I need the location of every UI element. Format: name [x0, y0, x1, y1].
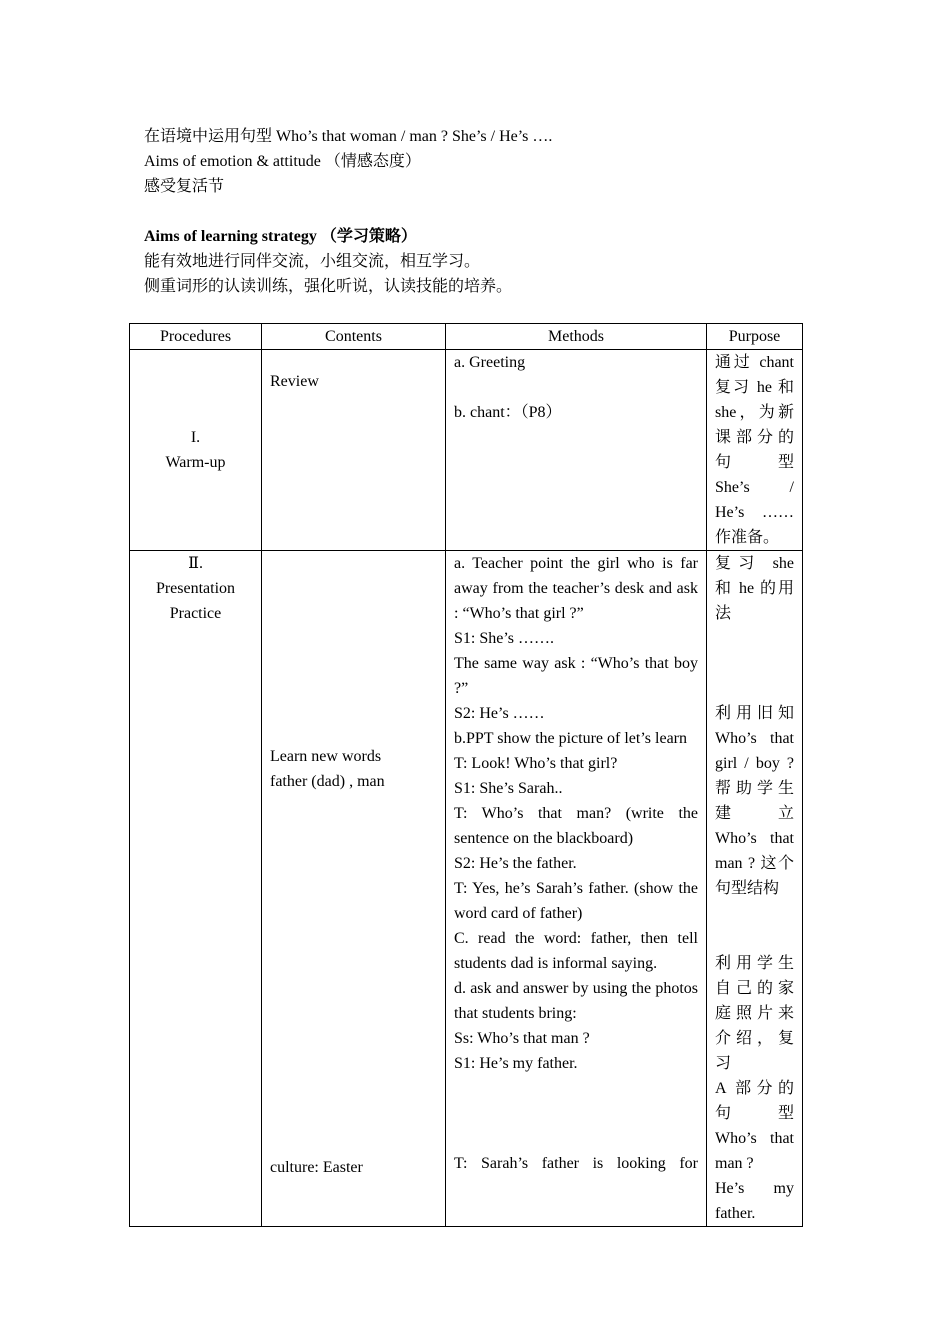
- method-line: T: Sarah’s father is looking for: [454, 1155, 698, 1172]
- purpose-line: 句型结构: [715, 880, 780, 897]
- purpose-line: 建 立: [715, 805, 794, 822]
- purpose-line: man ? 这个: [715, 855, 794, 872]
- procedure-number: I.: [190, 429, 201, 446]
- purpose-line: He’s my: [715, 1180, 794, 1197]
- purpose-line: 句 型: [715, 454, 794, 471]
- strategy-line-2: 侧重词形的认读训练，强化听说，认读技能的培养。: [144, 278, 513, 295]
- method-line: b. chant：（P8）: [454, 404, 562, 421]
- purpose-line: man ?: [715, 1155, 754, 1172]
- table-header-row: [130, 324, 803, 350]
- purpose-line: 通过 chant: [715, 354, 794, 371]
- content-text: culture: Easter: [270, 1159, 363, 1176]
- purpose-line: He’s ……: [715, 504, 794, 521]
- purpose-line: A 部分的: [715, 1080, 794, 1097]
- purpose-line: 课部分的: [715, 429, 794, 446]
- purpose-line: she，为新: [715, 404, 794, 421]
- procedure-name: Warm-up: [165, 454, 226, 471]
- purpose-line: 法: [715, 605, 732, 622]
- intro-line-2: Aims of emotion & attitude （情感态度）: [144, 153, 421, 170]
- method-line: a. Greeting: [454, 354, 526, 371]
- methods-cell: [446, 551, 707, 1227]
- method-line: The same way ask : “Who’s that boy ?”: [454, 655, 698, 697]
- methods-cell: [446, 350, 707, 551]
- purpose-line: 复习 she: [715, 555, 794, 572]
- method-line: S2: He’s ……: [454, 705, 545, 722]
- purpose-line: 利用旧知: [715, 705, 794, 722]
- header-methods: Methods: [446, 324, 707, 350]
- purpose-line: 自己的家: [715, 980, 794, 997]
- method-line: d. ask and answer by using the photos that students bring:: [454, 980, 698, 1022]
- strategy-line-1: 能有效地进行同伴交流，小组交流，相互学习。: [144, 253, 481, 270]
- procedure-name: Presentation: [155, 580, 236, 597]
- table-row: [130, 350, 803, 551]
- method-line: T: Look! Who’s that girl?: [454, 755, 618, 772]
- procedure-cell: [130, 350, 262, 551]
- method-line: S2: He’s the father.: [454, 855, 577, 872]
- content-text: Review: [270, 373, 319, 390]
- purpose-line: Who’s that: [715, 1130, 794, 1147]
- purpose-line: 介绍，复习: [715, 1030, 794, 1072]
- method-line: S1: She’s Sarah..: [454, 780, 563, 797]
- purpose-line: Who’s that: [715, 830, 794, 847]
- purpose-line: 和 he 的用: [715, 580, 794, 597]
- purpose-line: 句 型: [715, 1105, 794, 1122]
- purpose-line: She’s /: [715, 479, 794, 496]
- method-line: S1: She’s …….: [454, 630, 555, 647]
- procedure-cell: [130, 551, 262, 1227]
- method-line: S1: He’s my father.: [454, 1055, 578, 1072]
- purpose-line: 帮助学生: [715, 780, 794, 797]
- procedure-name-2: Practice: [169, 605, 222, 622]
- lesson-plan-table: [129, 323, 803, 1227]
- content-text: Learn new words: [270, 748, 382, 765]
- method-line: C. read the word: father, then tell students dad is informal saying.: [454, 930, 698, 972]
- content-cell: [262, 350, 446, 551]
- purpose-cell: [707, 551, 803, 1227]
- header-contents: Contents: [262, 324, 446, 350]
- procedure-number: Ⅱ.: [188, 555, 203, 572]
- purpose-line: 复习 he 和: [715, 379, 794, 396]
- header-purpose: Purpose: [707, 324, 803, 350]
- purpose-line: Who’s that: [715, 730, 794, 747]
- table-row: [130, 551, 803, 1227]
- method-line: Ss: Who’s that man ?: [454, 1030, 590, 1047]
- intro-line-3: 感受复活节: [144, 178, 225, 195]
- method-line: T: Yes, he’s Sarah’s father. (show the word card of father): [454, 880, 698, 922]
- purpose-line: girl / boy ?: [715, 755, 794, 772]
- purpose-line: 作准备。: [715, 529, 780, 546]
- purpose-line: father.: [715, 1205, 756, 1222]
- method-line: a. Teacher point the girl who is far away from the teacher’s desk and ask : “Who’s that girl ?”: [454, 555, 698, 622]
- intro-line-1: 在语境中运用句型 Who’s that woman / man ? She’s / He’s ….: [144, 128, 553, 145]
- header-procedures: Procedures: [130, 324, 262, 350]
- purpose-line: 利用学生: [715, 955, 794, 972]
- content-cell: [262, 551, 446, 1227]
- method-line: b.PPT show the picture of let’s learn: [454, 730, 687, 747]
- content-text: father (dad) , man: [270, 773, 385, 790]
- method-line: T: Who’s that man? (write the sentence on the blackboard): [454, 805, 698, 847]
- purpose-line: 庭照片来: [715, 1005, 794, 1022]
- strategy-heading: Aims of learning strategy （学习策略）: [144, 228, 417, 245]
- purpose-cell: [707, 350, 803, 551]
